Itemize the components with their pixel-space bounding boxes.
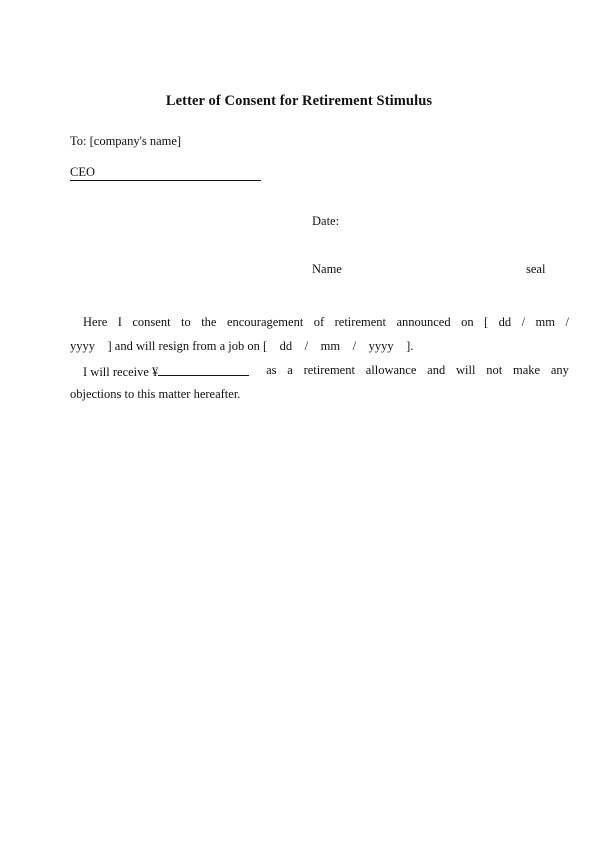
allowance-amount-blank: [158, 363, 249, 376]
word: any: [550, 363, 569, 377]
word: as: [266, 363, 277, 377]
seal-label: seal: [526, 262, 546, 276]
word: on: [461, 315, 474, 329]
name-label: Name: [312, 262, 342, 276]
date-day-placeholder: dd: [498, 315, 512, 329]
date-separator: /: [521, 315, 526, 329]
ceo-label: CEO: [70, 165, 95, 179]
word: encouragement: [226, 315, 304, 329]
word: make: [512, 363, 541, 377]
addressee-line: To: [company's name]: [70, 134, 182, 148]
allowance-intro: [83, 363, 255, 380]
word: of: [313, 315, 325, 329]
ceo-line: [70, 166, 261, 181]
consent-paragraph-line-1: [70, 315, 569, 330]
allowance-prefix: I will receive ¥: [83, 365, 159, 379]
word: Here: [83, 315, 108, 329]
word: I: [117, 315, 122, 329]
word: and: [427, 363, 446, 377]
word: to: [181, 315, 191, 329]
word: a: [287, 363, 293, 377]
word: allowance: [365, 363, 417, 377]
word: not: [486, 363, 503, 377]
date-bracket-open: [: [484, 315, 489, 329]
word: retirement: [303, 363, 355, 377]
date-label: Date:: [312, 214, 340, 228]
document-title: Letter of Consent for Retirement Stimulus: [165, 93, 433, 109]
word: the: [201, 315, 217, 329]
word: consent: [132, 315, 171, 329]
allowance-paragraph-line-2: objections to this matter hereafter.: [70, 387, 241, 401]
date-separator: /: [565, 315, 569, 329]
consent-paragraph-line-2: yyyy ] and will resign from a job on [ dd / mm / yyyy ].: [70, 339, 414, 353]
word: will: [456, 363, 476, 377]
date-month-placeholder: mm: [535, 315, 555, 329]
word: announced: [396, 315, 451, 329]
word: retirement: [334, 315, 386, 329]
allowance-paragraph-line-1: [70, 363, 569, 380]
